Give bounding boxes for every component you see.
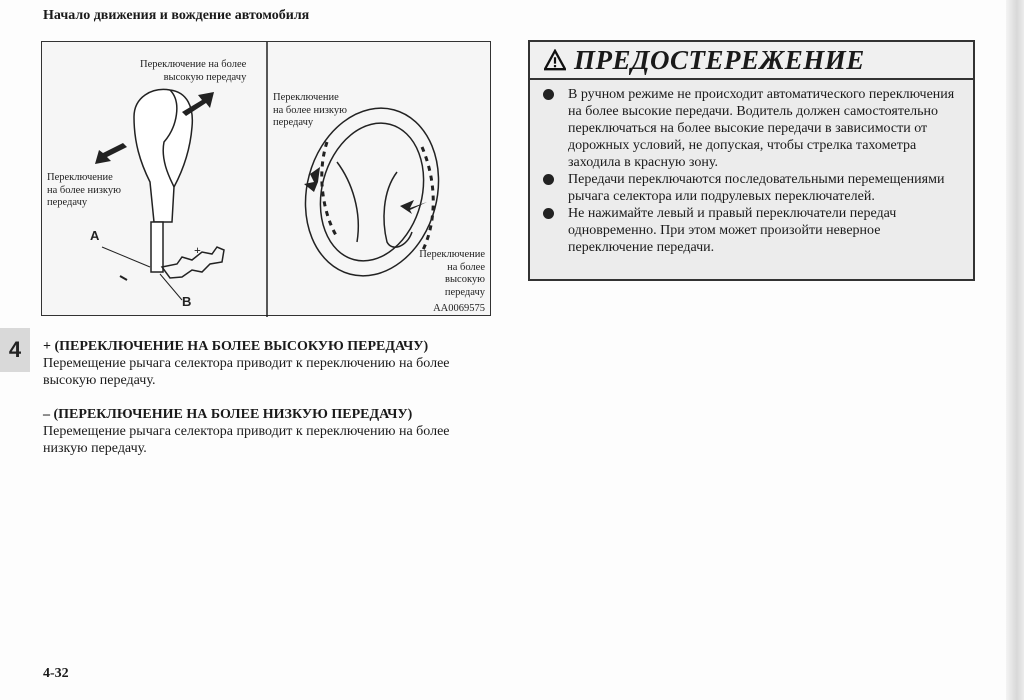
warning-title: ПРЕДОСТЕРЕЖЕНИЕ bbox=[574, 44, 865, 75]
downshift-arrow-icon bbox=[95, 143, 127, 164]
section-body: Перемещение рычага селектора приводит к переключению на более высокую передачу. bbox=[43, 356, 450, 388]
page-number: 4-32 bbox=[43, 666, 69, 681]
section-heading: + (ПЕРЕКЛЮЧЕНИЕ НА БОЛЕЕ ВЫСОКУЮ ПЕРЕДАЧУ) bbox=[43, 339, 429, 354]
label-downshift-paddle: Переключение на более низкую передачу bbox=[273, 92, 347, 128]
callout-a: A bbox=[90, 228, 100, 243]
figure-id: AA0069575 bbox=[433, 303, 485, 314]
paddle-shifter-dashes bbox=[322, 142, 433, 252]
gear-shift-figure bbox=[41, 41, 491, 316]
warning-item: Не нажимайте левый и правый переключатели передач одновременно. При этом может произойти неверное переключение передачи. bbox=[568, 205, 963, 256]
chapter-tab: 4 bbox=[0, 328, 30, 372]
running-title: Начало движения и вождение автомобиля bbox=[43, 8, 310, 23]
plus-sign: + bbox=[194, 243, 201, 257]
warning-item: Передачи переключаются последовательными перемещениями рычага селектора или подрулевых переключателей. bbox=[568, 171, 963, 205]
section-upshift bbox=[43, 338, 493, 389]
warning-box bbox=[528, 40, 975, 281]
label-upshift-lever: Переключение на более высокую передачу bbox=[140, 59, 247, 83]
bullet-icon bbox=[543, 174, 554, 185]
warning-triangle-icon bbox=[544, 49, 566, 71]
section-downshift bbox=[43, 406, 493, 457]
paddle-upshift-arrow-icon bbox=[400, 200, 427, 214]
label-downshift-lever: Переключение на более низкую передачу bbox=[47, 172, 121, 208]
section-body: Перемещение рычага селектора приводит к переключению на более низкую передачу. bbox=[43, 424, 450, 456]
bullet-icon bbox=[543, 208, 554, 219]
bullet-icon bbox=[543, 89, 554, 100]
callout-b: B bbox=[182, 294, 192, 309]
warning-header bbox=[530, 42, 973, 80]
page-edge bbox=[1006, 0, 1024, 700]
warning-item: В ручном режиме не происходит автоматического переключения на более высокие передачи. Водитель должен самостоятельно переключаться на более высокие передачи в зависимости от дорожных условий, не допуская, чтобы стрелка тахометра заходила в красную зону. bbox=[568, 86, 963, 171]
shift-gate bbox=[162, 247, 224, 278]
label-upshift-paddle: Переключение на более высокую передачу bbox=[419, 249, 485, 298]
warning-list bbox=[530, 86, 973, 256]
section-heading: – (ПЕРЕКЛЮЧЕНИЕ НА БОЛЕЕ НИЗКУЮ ПЕРЕДАЧУ) bbox=[43, 407, 413, 422]
selector-lever-icon bbox=[134, 89, 192, 272]
